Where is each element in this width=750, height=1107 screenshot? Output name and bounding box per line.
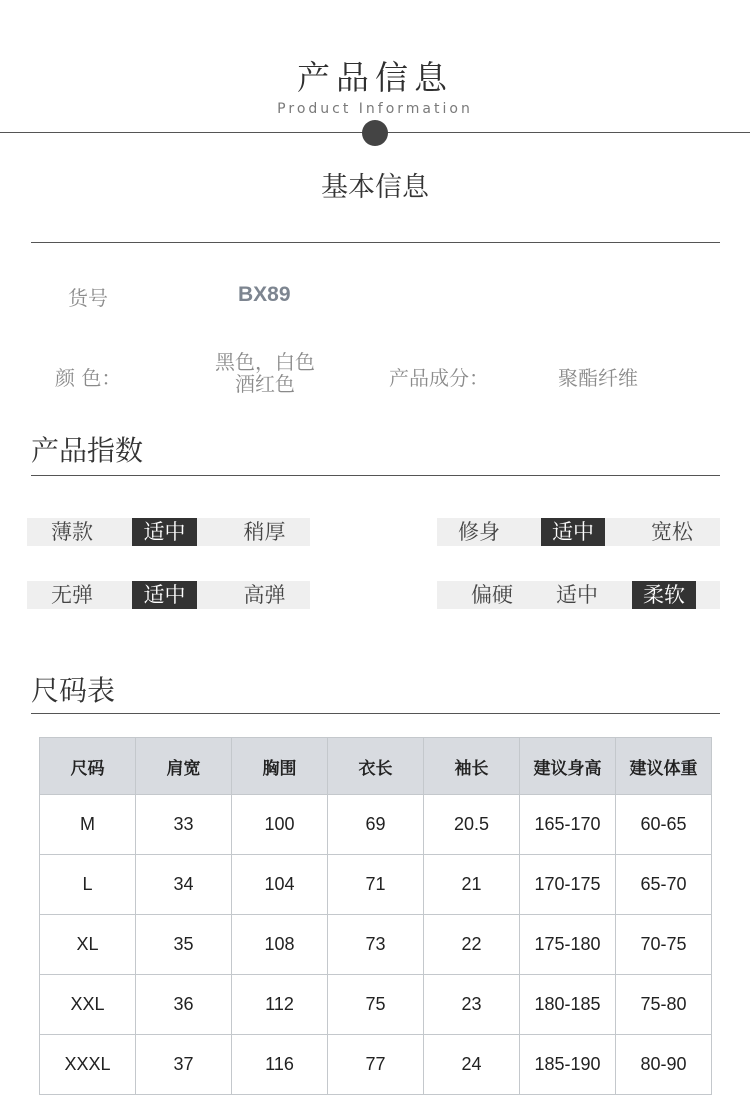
table-cell: 165-170 (520, 795, 616, 855)
table-cell: 73 (328, 915, 424, 975)
scale-option-selected: 适中 (541, 518, 605, 546)
color-values-line-2: 酒红色 (235, 372, 295, 396)
table-cell: 104 (232, 855, 328, 915)
product-index-divider (31, 475, 720, 476)
sku-label: 货号 (68, 286, 108, 310)
page-subtitle: Product Information (277, 101, 473, 117)
material-value: 聚酯纤维 (558, 366, 638, 390)
scale-option: 稍厚 (243, 520, 286, 544)
thickness-scale (27, 518, 310, 546)
table-cell: XXXL (40, 1035, 136, 1095)
scale-option: 偏硬 (471, 583, 513, 607)
table-cell: 112 (232, 975, 328, 1035)
sku-value: BX89 (238, 283, 291, 306)
table-cell: 77 (328, 1035, 424, 1095)
size-chart-divider (31, 713, 720, 714)
color-values-line-1: 黑色，白色 (215, 350, 315, 374)
table-cell: 75 (328, 975, 424, 1035)
scale-option: 高弹 (243, 583, 286, 607)
table-cell: M (40, 795, 136, 855)
scale-option-selected: 柔软 (632, 581, 696, 609)
table-cell: 33 (136, 795, 232, 855)
table-cell: XXL (40, 975, 136, 1035)
scale-option: 适中 (556, 583, 598, 607)
scale-option-selected: 适中 (132, 518, 197, 546)
page-title: 产品信息 (297, 58, 453, 97)
column-header: 尺码 (40, 738, 136, 795)
table-cell: 20.5 (424, 795, 520, 855)
basic-info-divider (31, 242, 720, 243)
table-cell: 80-90 (616, 1035, 712, 1095)
table-cell: 22 (424, 915, 520, 975)
color-label: 颜 色： (55, 366, 122, 390)
product-index-title: 产品指数 (31, 434, 144, 467)
table-row (40, 975, 712, 1035)
table-cell: 75-80 (616, 975, 712, 1035)
column-header: 袖长 (424, 738, 520, 795)
table-cell: 21 (424, 855, 520, 915)
table-header-row (40, 738, 712, 795)
scale-option: 宽松 (651, 520, 693, 544)
table-cell: 108 (232, 915, 328, 975)
color-values (205, 351, 325, 395)
table-cell: 37 (136, 1035, 232, 1095)
scale-option: 无弹 (51, 583, 93, 607)
table-cell: 100 (232, 795, 328, 855)
column-header: 建议身高 (520, 738, 616, 795)
column-header: 衣长 (328, 738, 424, 795)
table-cell: 24 (424, 1035, 520, 1095)
table-cell: 170-175 (520, 855, 616, 915)
table-cell: 36 (136, 975, 232, 1035)
basic-info-title: 基本信息 (321, 172, 429, 203)
table-cell: 185-190 (520, 1035, 616, 1095)
table-cell: 60-65 (616, 795, 712, 855)
table-cell: 23 (424, 975, 520, 1035)
elasticity-scale (27, 581, 310, 609)
material-label: 产品成分： (389, 366, 489, 390)
table-cell: 69 (328, 795, 424, 855)
table-row (40, 795, 712, 855)
size-chart-title: 尺码表 (31, 674, 116, 707)
size-table (39, 737, 712, 1095)
table-cell: 71 (328, 855, 424, 915)
column-header: 建议体重 (616, 738, 712, 795)
table-cell: L (40, 855, 136, 915)
table-cell: 65-70 (616, 855, 712, 915)
table-cell: XL (40, 915, 136, 975)
table-cell: 70-75 (616, 915, 712, 975)
table-row (40, 915, 712, 975)
softness-scale (437, 581, 720, 609)
table-cell: 175-180 (520, 915, 616, 975)
table-cell: 35 (136, 915, 232, 975)
table-cell: 180-185 (520, 975, 616, 1035)
table-row (40, 1035, 712, 1095)
scale-option: 修身 (458, 520, 500, 544)
scale-option-selected: 适中 (132, 581, 197, 609)
table-cell: 34 (136, 855, 232, 915)
column-header: 肩宽 (136, 738, 232, 795)
table-cell: 116 (232, 1035, 328, 1095)
table-row (40, 855, 712, 915)
header-dot-ornament (362, 120, 388, 146)
column-header: 胸围 (232, 738, 328, 795)
fit-scale (437, 518, 720, 546)
scale-option: 薄款 (51, 520, 93, 544)
